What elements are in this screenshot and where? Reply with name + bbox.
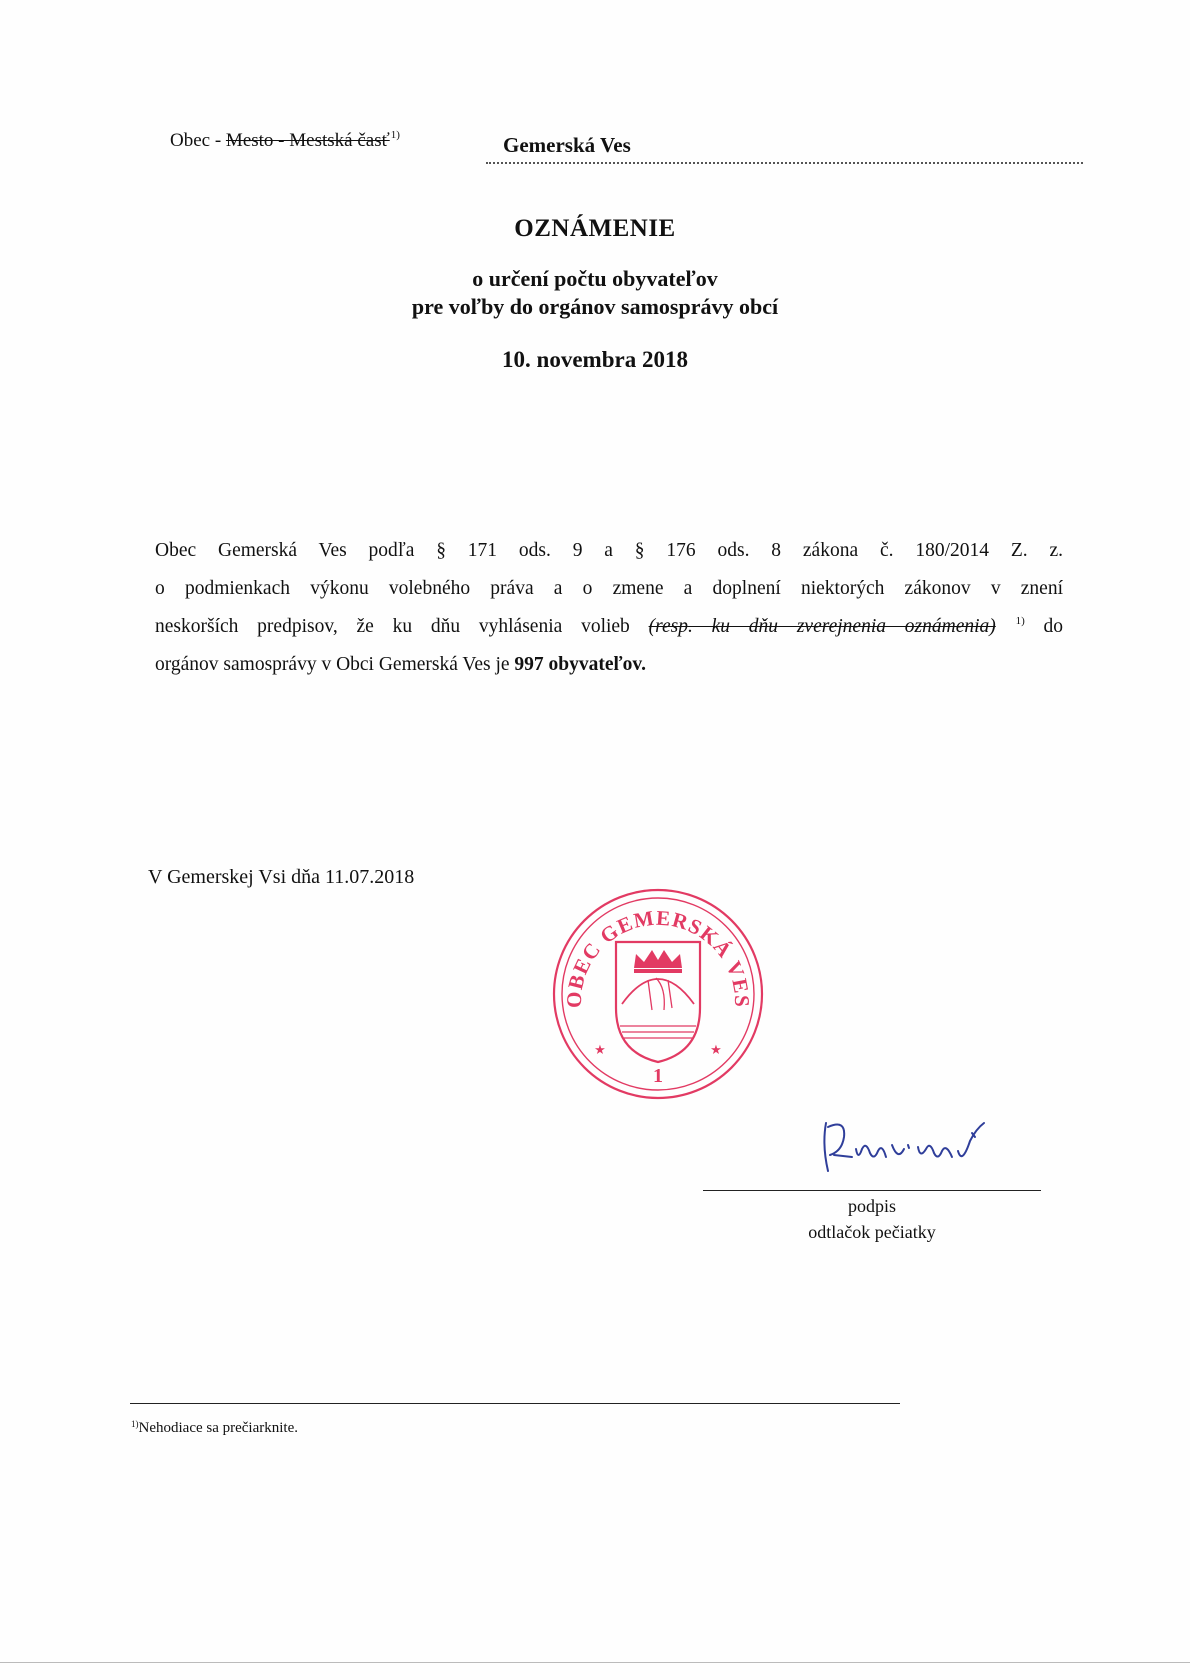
header-prefix: Obec - (170, 130, 226, 151)
signature-line (703, 1190, 1041, 1191)
official-stamp (548, 884, 768, 1104)
handwritten-signature (812, 1115, 1032, 1185)
stamp-number: 1 (653, 1065, 663, 1087)
body-line-3-end: do (1043, 616, 1064, 637)
crown-icon (634, 950, 682, 973)
document-subtitle-2: pre voľby do orgánov samosprávy obcí (411, 294, 779, 319)
body-paragraph (155, 532, 1063, 684)
header-line (170, 130, 400, 152)
document-heading: OZNÁMENIE (514, 215, 676, 242)
stamp-label: odtlačok pečiatky (808, 1222, 936, 1242)
place-and-date: V Gemerskej Vsi dňa 11.07.2018 (148, 866, 415, 888)
body-line-3-start: neskorších predpisov, že ku dňu vyhlásenia volieb (155, 616, 649, 637)
footnote (130, 1420, 298, 1437)
document-subtitle-1: o určení počtu obyvateľov (472, 266, 718, 291)
footnote-mark: 1) (131, 1419, 139, 1429)
population-count: 997 (514, 654, 544, 675)
header-footnote-mark: 1) (390, 129, 400, 141)
body-line-4-start: orgánov samosprávy v Obci Gemerská Ves je (155, 654, 515, 675)
body-line: Obec Gemerská Ves podľa § 171 ods. 9 a § 176 ods. 8 zákona č. 180/2014 Z. z. (155, 540, 1063, 561)
body-struck-text: (resp. ku dňu zverejnenia oznámenia) (648, 616, 996, 637)
body-line (155, 646, 1063, 684)
population-unit: obyvateľov. (548, 654, 646, 675)
footnote-separator (130, 1403, 900, 1404)
municipality-dotted-line (486, 162, 1083, 164)
header-struck-options: Mesto - Mestská časť (225, 130, 390, 151)
body-line (155, 608, 1063, 646)
stamp-star-right-icon: ★ (710, 1042, 722, 1057)
stamp-circular-text: OBEC GEMERSKÁ VES (561, 905, 755, 1009)
scan-bottom-edge (0, 1662, 1190, 1663)
body-line: o podmienkach výkonu volebného práva a o zmene a doplnení niektorých zákonov v znení (155, 578, 1063, 599)
body-footnote-mark: 1) (1015, 615, 1025, 627)
footnote-text: Nehodiace sa prečiarknite. (138, 1420, 298, 1436)
municipality-name: Gemerská Ves (503, 133, 631, 157)
election-date: 10. novembra 2018 (502, 347, 688, 372)
signature-label: podpis (847, 1196, 896, 1216)
stamp-star-left-icon: ★ (594, 1042, 606, 1057)
